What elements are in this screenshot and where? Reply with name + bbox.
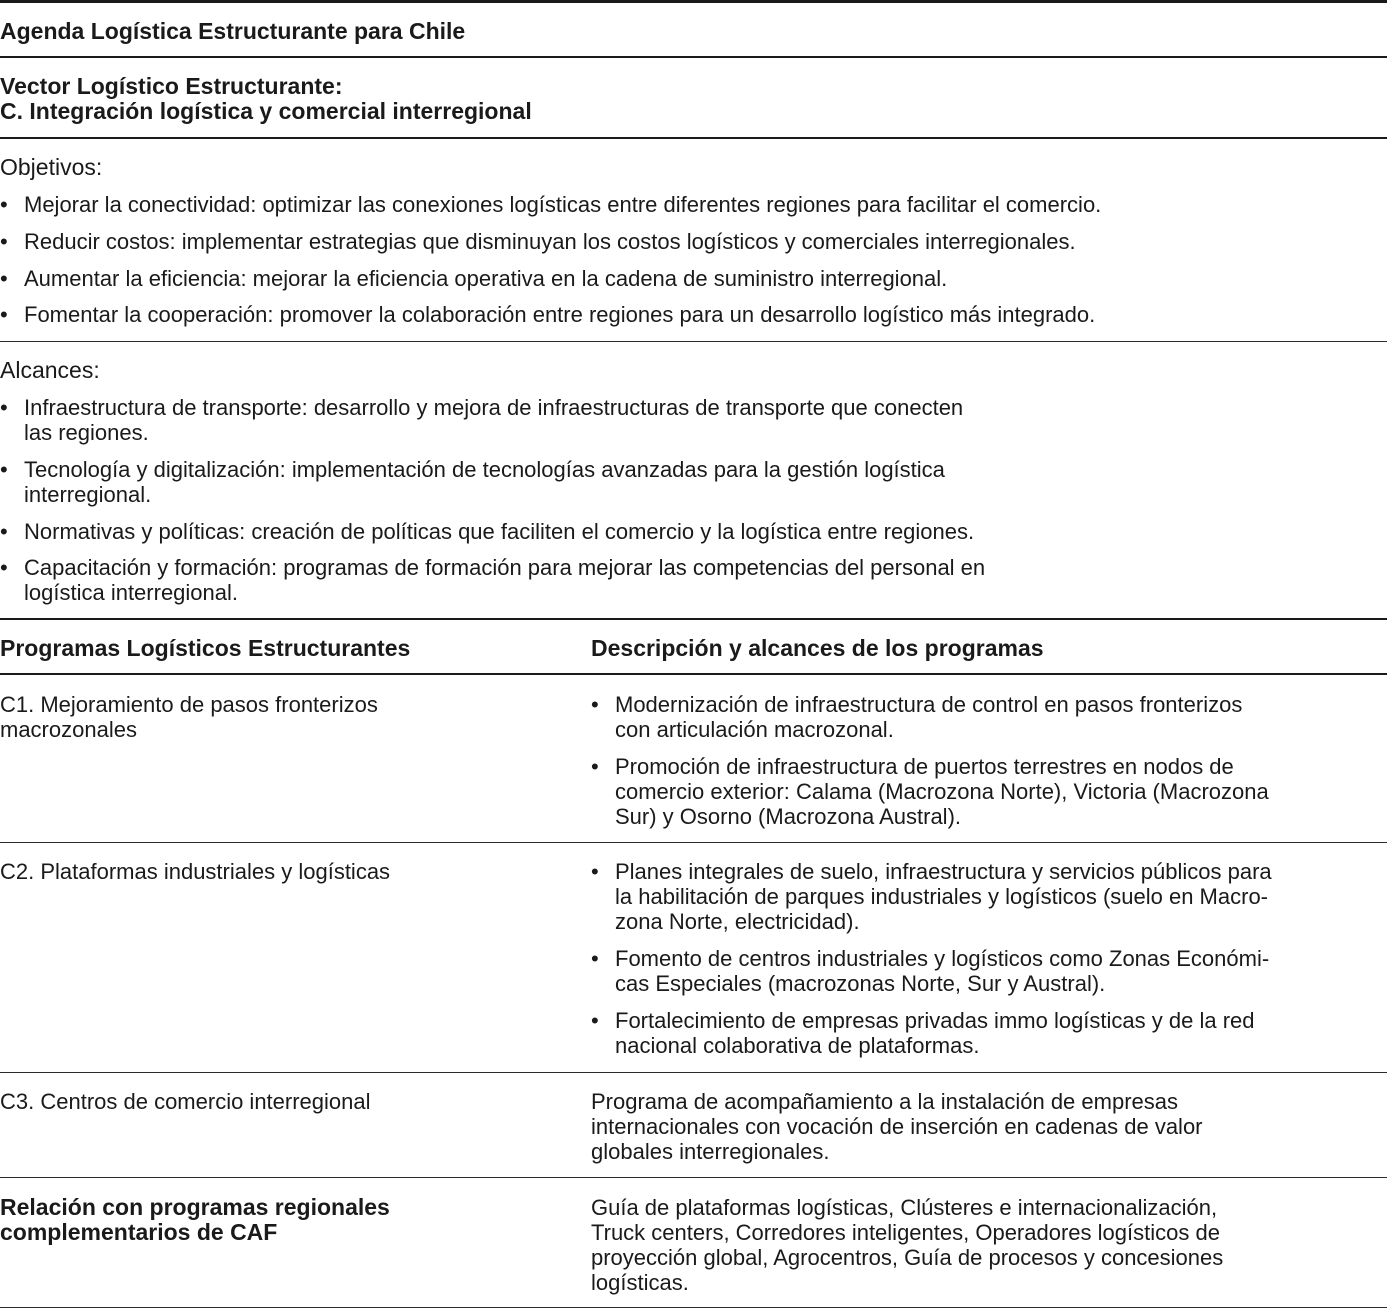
row-divider (0, 1177, 1387, 1178)
objetivos-rule (0, 341, 1387, 342)
relation-label: Relación con programas regionales complementarios de CAF (0, 1194, 390, 1245)
bottom-rule (0, 1307, 1387, 1308)
alcances-label: Alcances: (0, 357, 100, 383)
row-divider (0, 1072, 1387, 1073)
table-header-programs: Programas Logísticos Estructurantes (0, 635, 411, 661)
vector-label: Vector Logístico Estructurante: (0, 73, 343, 99)
vector-title: C. Integración logística y comercial interregional (0, 98, 532, 124)
program-c3: C3. Centros de comercio interregional (0, 1089, 371, 1114)
table-header-rule (0, 673, 1387, 675)
program-c2: C2. Plataformas industriales y logísticas (0, 859, 391, 884)
top-rule (0, 0, 1387, 3)
objetivos-label: Objetivos: (0, 154, 103, 180)
vector-rule (0, 137, 1387, 139)
row-divider (0, 842, 1387, 843)
table-header-description: Descripción y alcances de los programas (591, 635, 1044, 661)
alcances-rule (0, 618, 1387, 620)
relation-description: Guía de plataformas logísticas, Clústeres e internacionalización, Truck centers, Corredores inteligentes, Operadores logísticos de proyección global, Agrocentros, Guía de procesos y concesiones logísticas. (591, 1195, 1224, 1295)
program-c3-description: Programa de acompañamiento a la instalación de empresas internacionales con vocación de inserción en cadenas de valor globales interregionales. (591, 1089, 1203, 1164)
program-c1: C1. Mejoramiento de pasos fronterizos macrozonales (0, 692, 378, 742)
document-title: Agenda Logística Estructurante para Chile (0, 18, 466, 44)
title-rule (0, 56, 1387, 58)
